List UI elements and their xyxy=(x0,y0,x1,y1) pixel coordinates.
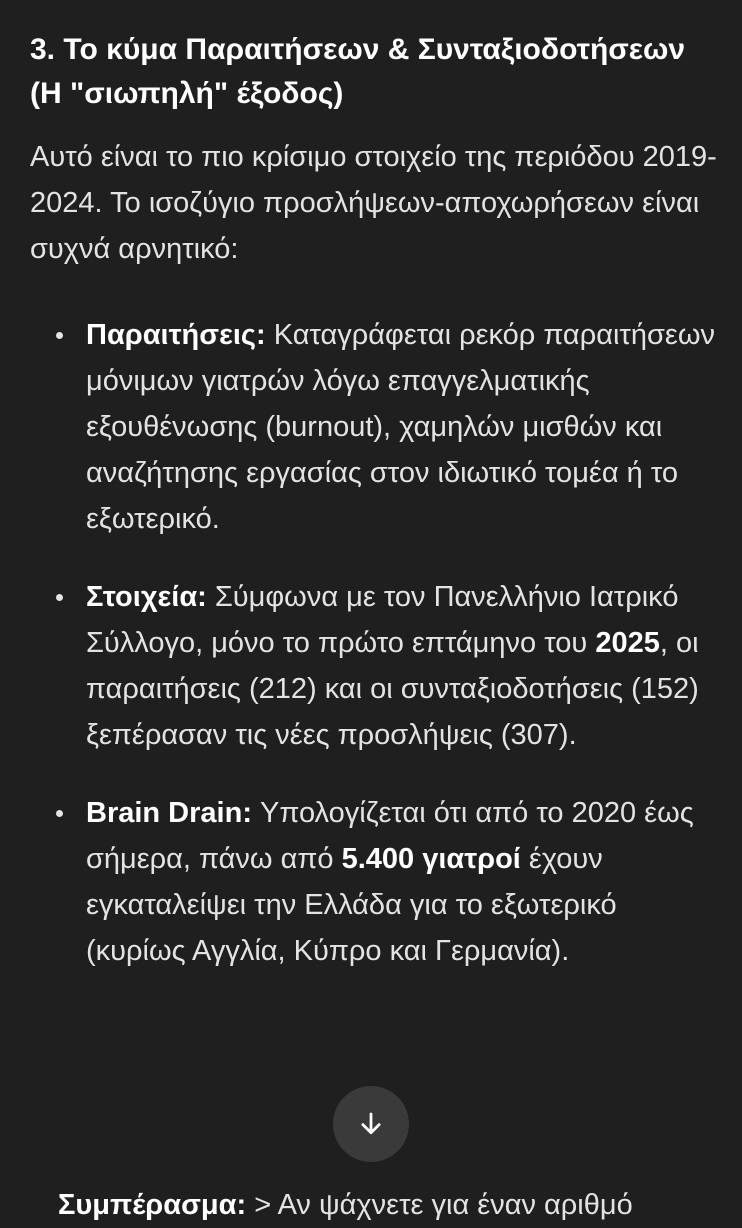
response-content xyxy=(30,28,720,1006)
bold-count: 5.400 γιατροί xyxy=(341,843,521,875)
list-item-data xyxy=(30,574,720,758)
conclusion-label: Συμπέρασμα: xyxy=(58,1189,247,1221)
bullet-text: Σύμφωνα με τον Πανελλήνιο Ιατρικό Σύλλογο, μόνο το πρώτο επτάμηνο του xyxy=(86,581,679,659)
bullet-list xyxy=(30,312,720,974)
bullet-dot xyxy=(56,594,63,601)
conclusion-text: > Αν ψάχνετε για έναν αριθμό xyxy=(246,1189,633,1221)
bold-year: 2025 xyxy=(595,627,660,659)
bullet-dot xyxy=(56,332,63,339)
bullet-text: , οι παραιτήσεις (212) και οι συνταξιοδοτήσεις (152) ξεπέρασαν τις νέες προσλήψεις (307). xyxy=(86,627,699,751)
section-title: 3. Το κύμα Παραιτήσεων & Συνταξιοδοτήσεων (Η "σιωπηλή" έξοδος) xyxy=(30,33,686,110)
list-item-brain-drain xyxy=(30,790,720,974)
scroll-to-bottom-button[interactable] xyxy=(333,1086,409,1162)
bullet-text: Καταγράφεται ρεκόρ παραιτήσεων μόνιμων γιατρών λόγω επαγγελματικής εξουθένωσης (burnout), χαμηλών μισθών και αναζήτησης εργασίας στον ιδιωτικό τομέα ή το εξωτερικό. xyxy=(86,319,715,535)
list-item-resignations xyxy=(30,312,720,542)
bullet-label: Brain Drain: xyxy=(86,797,252,829)
bullet-text: έχουν εγκαταλείψει την Ελλάδα για το εξωτερικό (κυρίως Αγγλία, Κύπρο και Γερμανία). xyxy=(86,843,617,967)
conclusion-line xyxy=(58,1182,633,1228)
bullet-label: Παραιτήσεις: xyxy=(86,319,266,351)
arrow-down-icon xyxy=(356,1109,386,1139)
bullet-text: Υπολογίζεται ότι από το 2020 έως σήμερα, πάνω από xyxy=(86,797,694,875)
bullet-dot xyxy=(56,810,63,817)
bullet-label: Στοιχεία: xyxy=(86,581,207,613)
intro-paragraph: Αυτό είναι το πιο κρίσιμο στοιχείο της περιόδου 2019-2024. Το ισοζύγιο προσλήψεων-αποχωρήσεων είναι συχνά αρνητικό: xyxy=(30,141,717,265)
